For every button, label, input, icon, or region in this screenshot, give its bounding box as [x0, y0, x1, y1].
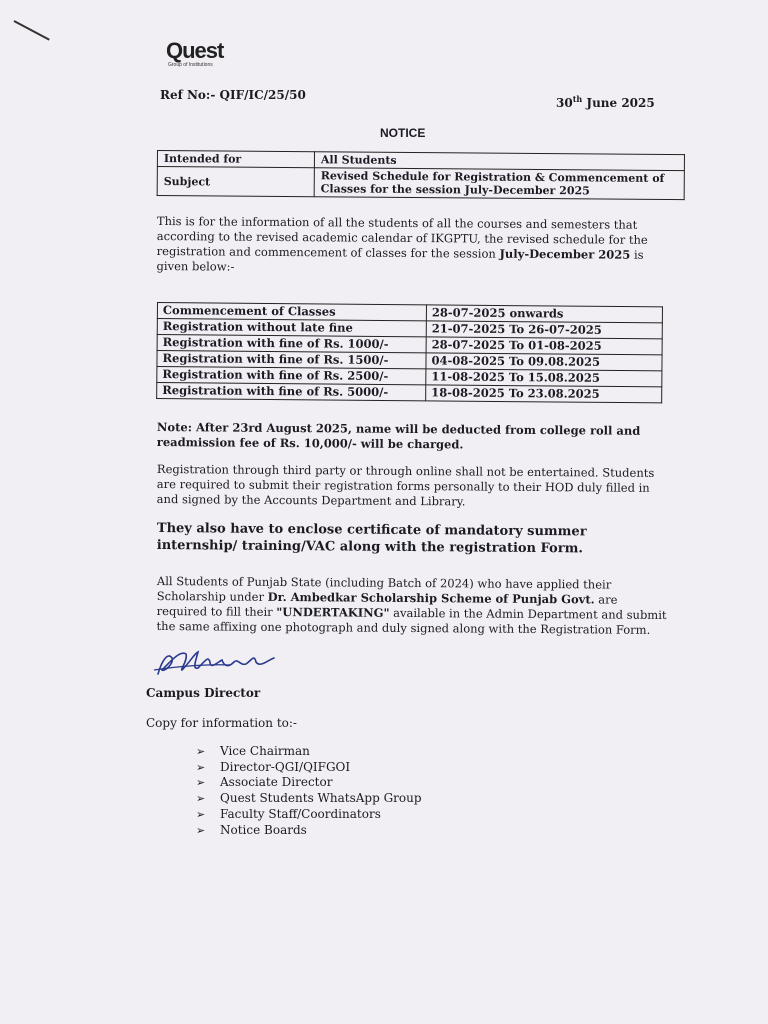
schedule-date: 21-07-2025 To 26-07-2025 — [426, 321, 662, 339]
date-suffix: th — [572, 94, 583, 104]
scholarship-scheme: Dr. Ambedkar Scholarship Scheme of Punjab Govt. — [267, 589, 595, 607]
list-item: ➢ Director-QGI/QIFGOI — [196, 760, 422, 776]
list-item: ➢ Notice Boards — [196, 823, 422, 839]
registration-paragraph: Registration through third party or through online shall not be entertained. Students are required to submit their registration forms personally to their HOD duly filled in and signed by the Accounts Department and Library. — [156, 462, 655, 509]
schedule-item: Registration without late fine — [157, 319, 426, 337]
signature-image — [150, 640, 300, 684]
logo-tagline: Group of Institutions — [168, 62, 213, 68]
header-key: Subject — [157, 167, 314, 197]
header-key: Intended for — [157, 151, 314, 168]
punjab-text-c: are required to fill their — [156, 592, 618, 619]
schedule-date: 11-08-2025 To 15.08.2025 — [426, 369, 662, 387]
notice-date — [556, 94, 655, 110]
pen-mark — [14, 20, 50, 41]
schedule-table — [156, 302, 663, 403]
copy-label: Copy for information to:- — [146, 716, 297, 730]
punjab-text-a: All Students of Punjab State (including Batch of 2024) who have applied their Scholarship under — [156, 574, 612, 604]
internship-paragraph: They also have to enclose certificate of mandatory summer internship/ training/VAC along with the registration Form. — [156, 520, 587, 557]
notice-title: NOTICE — [380, 126, 426, 140]
date-rest: June 2025 — [582, 96, 655, 110]
intro-session: July-December 2025 — [499, 246, 631, 262]
list-item: ➢ Quest Students WhatsApp Group — [196, 791, 422, 807]
note-paragraph: Note: After 23rd August 2025, name will be deducted from college roll and readmission fee of Rs. 10,000/- will be charged. — [156, 420, 641, 452]
schedule-date: 28-07-2025 To 01-08-2025 — [426, 337, 662, 355]
schedule-item: Commencement of Classes — [157, 303, 426, 321]
date-day: 30 — [556, 96, 573, 110]
header-value: All Students — [314, 152, 684, 171]
logo-word: Quest — [166, 38, 224, 63]
schedule-date: 04-08-2025 To 09.08.2025 — [426, 353, 662, 371]
punjab-text-e: available in the Admin Department and submit the same affixing one photograph and duly signed along with the Registration Form. — [156, 605, 667, 637]
intro-tail: is given below:- — [156, 247, 644, 274]
list-item: ➢ Vice Chairman — [196, 744, 422, 760]
schedule-item: Registration with fine of Rs. 1000/- — [157, 335, 426, 353]
undertaking: "UNDERTAKING" — [276, 604, 390, 620]
schedule-item: Registration with fine of Rs. 2500/- — [157, 367, 426, 385]
schedule-date: 18-08-2025 To 23.08.2025 — [426, 385, 662, 403]
intro-text: This is for the information of all the students of all the courses and semesters that according to the revised academic calendar of IKGPTU, the revised schedule for the registration and commencement of classes for the session — [156, 214, 648, 261]
schedule-item: Registration with fine of Rs. 1500/- — [157, 351, 426, 369]
intro-paragraph — [157, 214, 667, 278]
quest-logo — [166, 40, 223, 68]
punjab-paragraph — [157, 574, 667, 638]
header-value: Revised Schedule for Registration & Commencement of Classes for the session July-December 2025 — [314, 168, 684, 200]
copy-list — [196, 744, 422, 838]
table-row — [157, 167, 684, 200]
header-table — [157, 150, 685, 200]
reference-number: Ref No:- QIF/IC/25/50 — [160, 88, 306, 102]
schedule-item: Registration with fine of Rs. 5000/- — [157, 383, 426, 401]
list-item: ➢ Faculty Staff/Coordinators — [196, 807, 422, 823]
list-item: ➢ Associate Director — [196, 775, 422, 791]
schedule-date: 28-07-2025 onwards — [426, 305, 662, 323]
signatory-title: Campus Director — [146, 686, 261, 700]
